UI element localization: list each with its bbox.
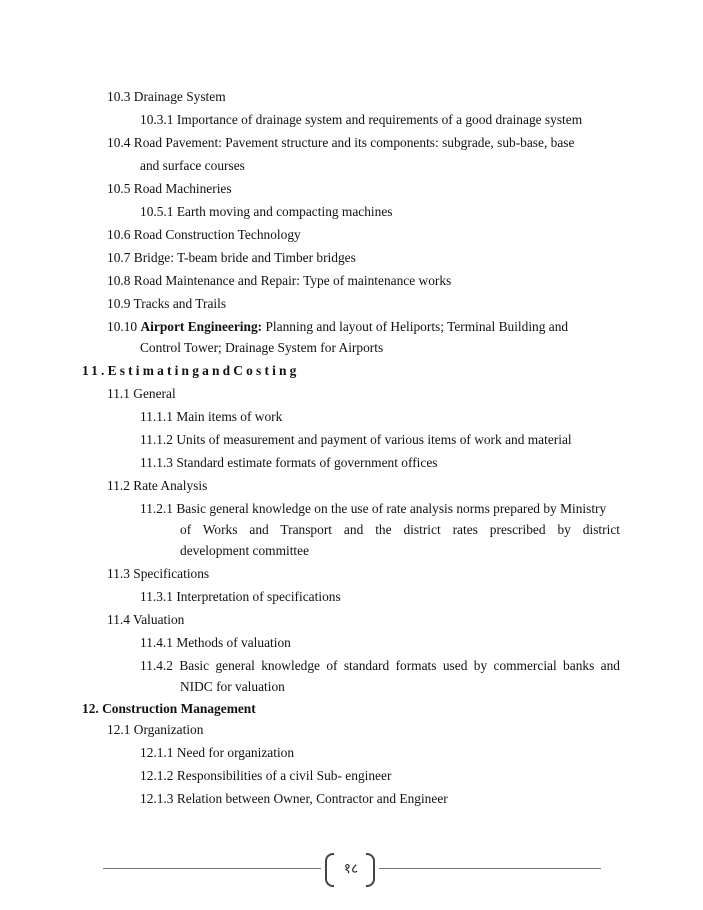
item-11-2-1-cont2: development committee xyxy=(180,543,310,558)
item-11-2-1-cont: of Works and Transport and the district rates prescribed by district xyxy=(180,522,620,537)
section-11-3: 11.3 Specifications xyxy=(107,566,210,581)
item-12-1-2: 12.1.2 Responsibilities of a civil Sub- engineer xyxy=(140,768,392,783)
item-10-3-1: 10.3.1 Importance of drainage system and requirements of a good drainage system xyxy=(140,112,583,127)
section-10-3: 10.3 Drainage System xyxy=(107,89,226,104)
heading-11: 11.EstimatingandCosting xyxy=(82,363,300,378)
item-11-4-2-cont: NIDC for valuation xyxy=(180,679,285,694)
item-11-4-2: 11.4.2 Basic general knowledge of standard formats used by commercial banks and xyxy=(140,658,620,673)
section-10-10-number: 10.10 xyxy=(107,319,141,334)
section-12-1: 12.1 Organization xyxy=(107,722,204,737)
section-10-9: 10.9 Tracks and Trails xyxy=(107,296,227,311)
item-11-4-1: 11.4.1 Methods of valuation xyxy=(140,635,291,650)
section-11-2: 11.2 Rate Analysis xyxy=(107,478,208,493)
heading-12: 12. Construction Management xyxy=(82,701,256,716)
page-number: १८ xyxy=(343,861,359,877)
section-10-10-bold-title: Airport Engineering: xyxy=(140,319,263,334)
item-11-3-1: 11.3.1 Interpretation of specifications xyxy=(140,589,341,604)
footer-rule-left xyxy=(103,868,321,869)
item-11-1-2: 11.1.2 Units of measurement and payment of various items of work and material xyxy=(140,432,572,447)
section-10-5: 10.5 Road Machineries xyxy=(107,181,232,196)
item-11-1-3: 11.1.3 Standard estimate formats of government offices xyxy=(140,455,438,470)
section-10-4-cont: and surface courses xyxy=(140,158,245,173)
item-11-2-1: 11.2.1 Basic general knowledge on the use of rate analysis norms prepared by Ministry xyxy=(140,501,607,516)
item-12-1-1: 12.1.1 Need for organization xyxy=(140,745,295,760)
section-10-8: 10.8 Road Maintenance and Repair: Type of maintenance works xyxy=(107,273,452,288)
footer-rule-right xyxy=(379,868,601,869)
item-10-5-1: 10.5.1 Earth moving and compacting machines xyxy=(140,204,393,219)
section-11-1: 11.1 General xyxy=(107,386,176,401)
section-10-7: 10.7 Bridge: T-beam bride and Timber bridges xyxy=(107,250,356,265)
item-11-1-1: 11.1.1 Main items of work xyxy=(140,409,283,424)
section-10-10-text: Planning and layout of Heliports; Terminal Building and xyxy=(262,319,569,334)
section-10-10 xyxy=(107,318,568,335)
section-11-4: 11.4 Valuation xyxy=(107,612,185,627)
section-10-4: 10.4 Road Pavement: Pavement structure and its components: subgrade, sub-base, base xyxy=(107,135,575,150)
item-12-1-3: 12.1.3 Relation between Owner, Contractor and Engineer xyxy=(140,791,448,806)
section-10-10-cont: Control Tower; Drainage System for Airports xyxy=(140,340,384,355)
section-10-6: 10.6 Road Construction Technology xyxy=(107,227,301,242)
